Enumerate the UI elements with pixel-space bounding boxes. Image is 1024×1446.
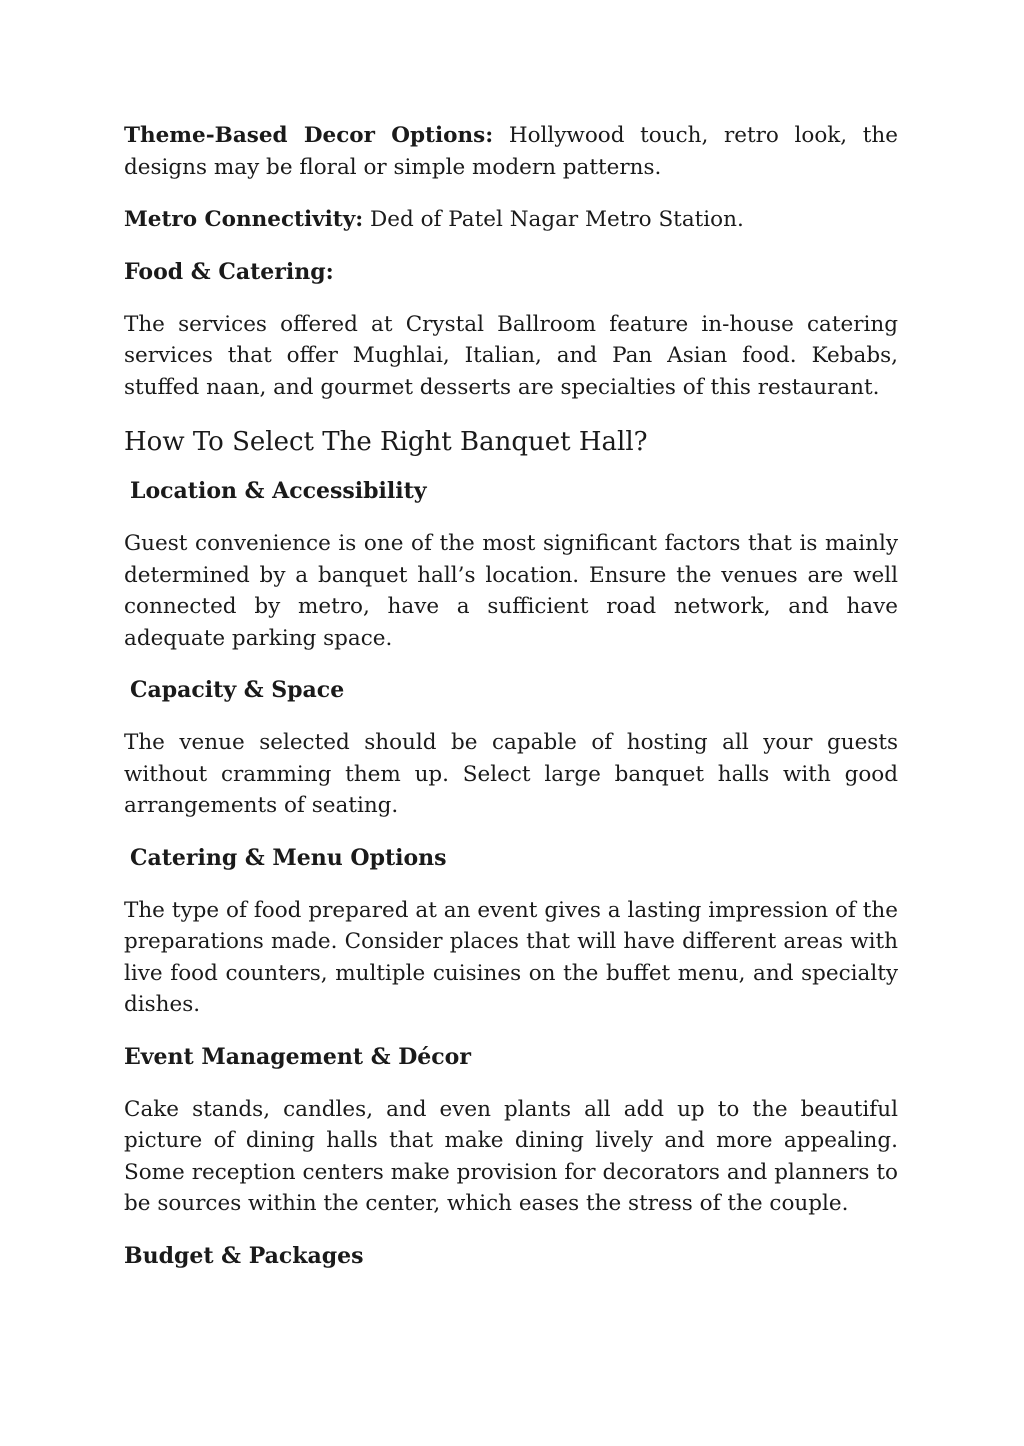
metro-paragraph <box>124 204 898 236</box>
capacity-paragraph: The venue selected should be capable of hosting all your guests without cramming them up. Select large banquet halls with good arrangements of seating. <box>124 730 898 818</box>
event-management-heading: Event Management & Décor <box>124 1043 471 1070</box>
section-title: How To Select The Right Banquet Hall? <box>124 427 648 457</box>
catering-paragraph: The type of food prepared at an event gives a lasting impression of the preparations made. Consider places that will have different areas with live food counters, multiple cuisines on the buffet menu, and specialty dishes. <box>124 897 898 1017</box>
food-catering-heading: Food & Catering: <box>124 258 334 285</box>
document-page <box>124 120 898 1293</box>
location-paragraph: Guest convenience is one of the most significant factors that is mainly determined by a banquet hall’s location. Ensure the venues are well connected by metro, have a sufficient road network, and have adequate parking space. <box>124 531 898 651</box>
metro-text: Ded of Patel Nagar Metro Station. <box>363 207 744 232</box>
food-catering-paragraph: The services offered at Crystal Ballroom feature in-house catering services that offer Mughlai, Italian, and Pan Asian food. Kebabs, stuffed naan, and gourmet desserts are specialties of this restaurant. <box>124 311 898 400</box>
capacity-heading: Capacity & Space <box>130 677 345 703</box>
catering-heading: Catering & Menu Options <box>130 844 447 871</box>
theme-decor-label: Theme-Based Decor Options: <box>124 123 494 148</box>
budget-heading: Budget & Packages <box>124 1242 364 1269</box>
theme-decor-paragraph <box>124 120 898 183</box>
event-management-paragraph: Cake stands, candles, and even plants all add up to the beautiful picture of dining halls that make dining lively and more appealing. Some reception centers make provision for decorators and planners to be sources within the center, which eases the stress of the couple. <box>124 1096 898 1216</box>
location-heading: Location & Accessibility <box>130 478 427 504</box>
metro-label: Metro Connectivity: <box>124 207 364 232</box>
theme-decor-text: Hollywood touch, retro look, the designs may be floral or simple modern patterns. <box>124 123 898 180</box>
